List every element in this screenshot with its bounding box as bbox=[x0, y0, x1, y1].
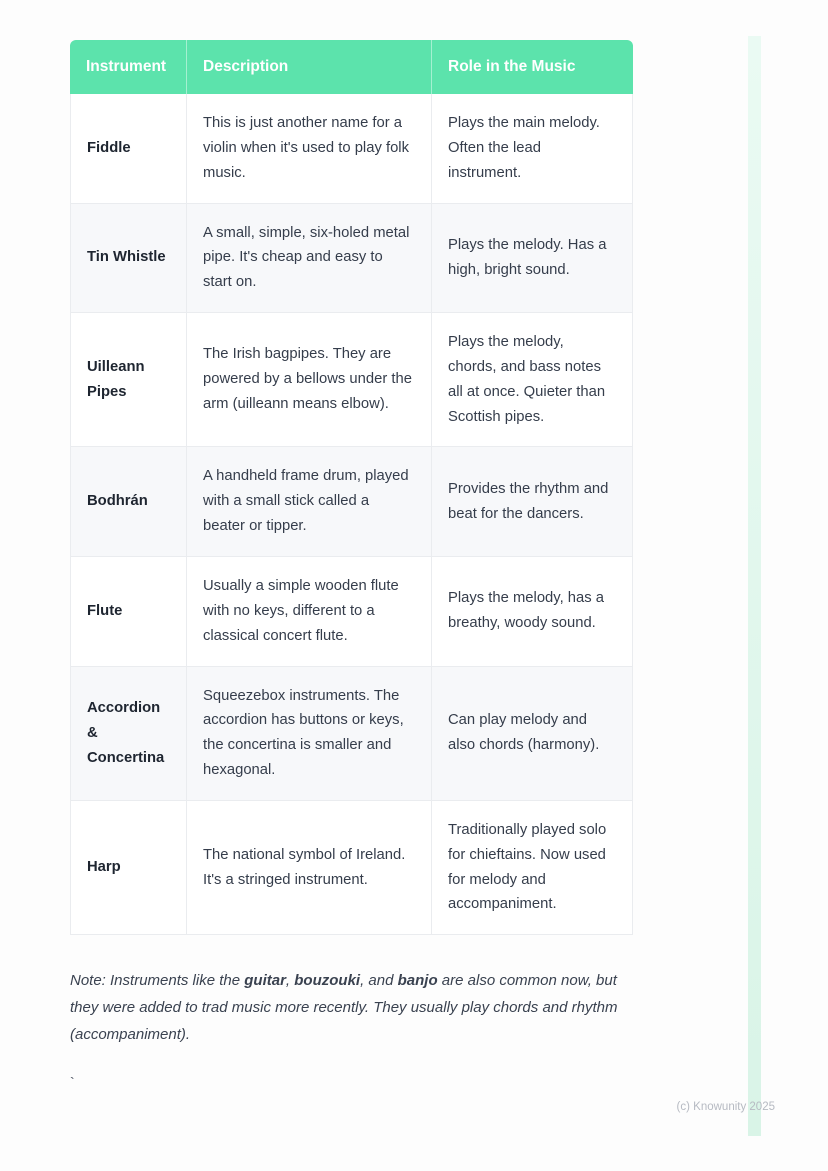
note-paragraph bbox=[70, 967, 633, 1048]
instrument-name-cell: Uilleann Pipes bbox=[70, 313, 187, 447]
credit-text: (c) Knowunity 2025 bbox=[676, 1101, 775, 1113]
instrument-name-cell: Bodhrán bbox=[70, 447, 187, 557]
table-row bbox=[70, 667, 633, 801]
note-text-segment: Note: Instruments like the bbox=[70, 972, 245, 990]
instrument-role-cell: Provides the rhythm and beat for the dancers. bbox=[432, 447, 633, 557]
table-row bbox=[70, 801, 633, 935]
instrument-role-cell: Plays the melody, chords, and bass notes all at once. Quieter than Scottish pipes. bbox=[432, 313, 633, 447]
note-text-segment: , and bbox=[360, 972, 398, 990]
instrument-description-cell: The national symbol of Ireland. It's a stringed instrument. bbox=[187, 801, 432, 935]
table-header-row bbox=[70, 40, 633, 94]
instrument-name-cell: Tin Whistle bbox=[70, 204, 187, 314]
table-row bbox=[70, 557, 633, 667]
instrument-description-cell: A small, simple, six-holed metal pipe. It's cheap and easy to start on. bbox=[187, 204, 432, 314]
instrument-description-cell: This is just another name for a violin when it's used to play folk music. bbox=[187, 94, 432, 204]
instrument-role-cell: Can play melody and also chords (harmony). bbox=[432, 667, 633, 801]
instrument-description-cell: Squeezebox instruments. The accordion has buttons or keys, the concertina is smaller and hexagonal. bbox=[187, 667, 432, 801]
instrument-name-cell: Harp bbox=[70, 801, 187, 935]
instrument-description-cell: The Irish bagpipes. They are powered by a bellows under the arm (uilleann means elbow). bbox=[187, 313, 432, 447]
instrument-role-cell: Plays the melody. Has a high, bright sound. bbox=[432, 204, 633, 314]
stray-character: ` bbox=[70, 1074, 75, 1091]
table-body bbox=[70, 94, 633, 935]
instrument-name-cell: Fiddle bbox=[70, 94, 187, 204]
instruments-table bbox=[70, 40, 633, 935]
column-header-instrument: Instrument bbox=[70, 40, 187, 94]
table-row bbox=[70, 94, 633, 204]
note-bold-term: banjo bbox=[397, 972, 438, 990]
note-bold-term: guitar bbox=[244, 972, 286, 990]
right-edge-stripe bbox=[748, 36, 761, 1136]
instrument-role-cell: Plays the main melody. Often the lead instrument. bbox=[432, 94, 633, 204]
table-row bbox=[70, 447, 633, 557]
table-row bbox=[70, 313, 633, 447]
note-text-segment: , bbox=[285, 972, 295, 990]
column-header-description: Description bbox=[187, 40, 432, 94]
note-bold-term: bouzouki bbox=[294, 972, 361, 990]
column-header-role: Role in the Music bbox=[432, 40, 633, 94]
instrument-role-cell: Plays the melody, has a breathy, woody sound. bbox=[432, 557, 633, 667]
instrument-name-cell: Flute bbox=[70, 557, 187, 667]
note-text-segment: are also common now, but they were added to trad music more recently. They usually play chords and rhythm (accompaniment). bbox=[70, 972, 618, 1044]
instrument-description-cell: A handheld frame drum, played with a small stick called a beater or tipper. bbox=[187, 447, 432, 557]
instrument-role-cell: Traditionally played solo for chieftains. Now used for melody and accompaniment. bbox=[432, 801, 633, 935]
instrument-name-cell: Accordion & Concertina bbox=[70, 667, 187, 801]
table-row bbox=[70, 204, 633, 314]
instrument-description-cell: Usually a simple wooden flute with no keys, different to a classical concert flute. bbox=[187, 557, 432, 667]
